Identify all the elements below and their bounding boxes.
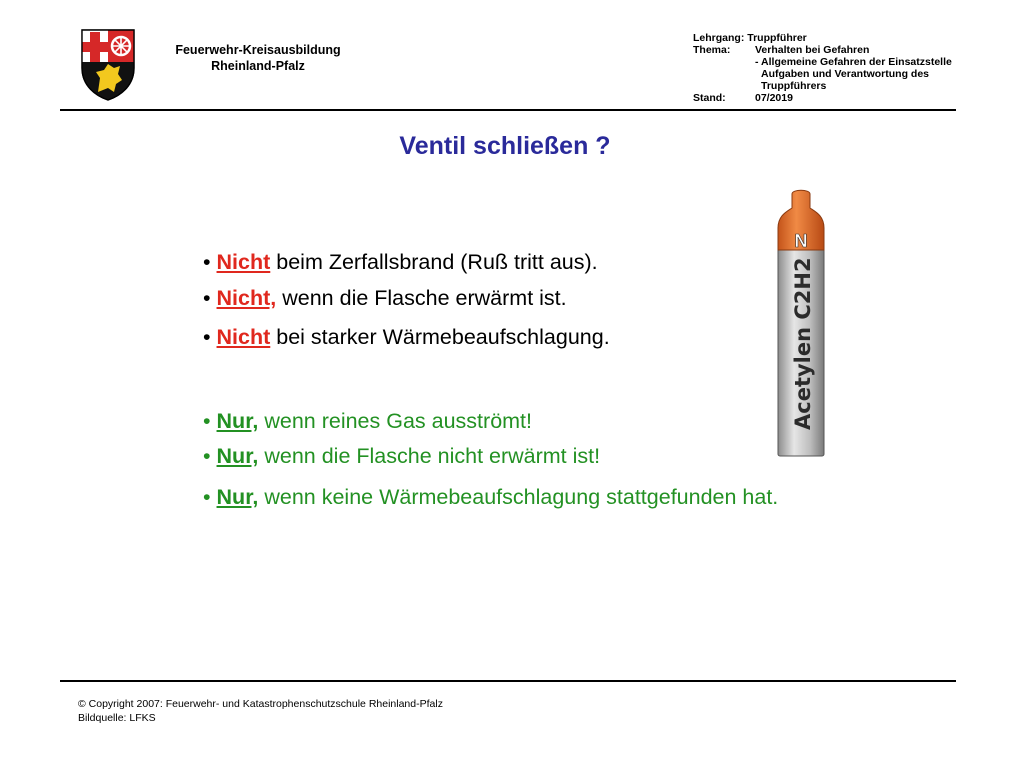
topic-line-2: - Allgemeine Gefahren der Einsatzstelle [755, 56, 952, 68]
status-value: 07/2019 [755, 92, 793, 104]
cylinder-mark: N [794, 231, 808, 251]
bullet-keyword: Nicht [216, 325, 271, 349]
bullet-negative-3 [203, 325, 610, 350]
bullet-keyword: Nur, [216, 409, 259, 433]
bullet-dot: • [203, 409, 211, 433]
status-label: Stand: [693, 92, 726, 104]
header-divider [60, 109, 956, 111]
course-label: Lehrgang: [693, 32, 745, 44]
slide-title: Ventil schließen ? [399, 132, 611, 160]
bullet-dot: • [203, 250, 211, 274]
bullet-positive-1 [203, 409, 532, 434]
copyright-text: © Copyright 2007: Feuerwehr- und Katastrophenschutzschule Rheinland-Pfalz [78, 698, 443, 710]
org-line-1: Feuerwehr-Kreisausbildung [175, 43, 341, 57]
bullet-keyword: Nicht [216, 250, 271, 274]
bullet-dot: • [203, 485, 211, 509]
bullet-negative-1 [203, 250, 598, 275]
topic-line-4: Truppführers [761, 80, 827, 92]
cylinder-label: Acetylen C2H2 [791, 257, 815, 430]
image-source-text: Bildquelle: LFKS [78, 712, 156, 724]
bullet-positive-3 [203, 485, 778, 510]
bullet-negative-2 [203, 286, 567, 311]
bullet-text: wenn die Flasche erwärmt ist. [276, 286, 567, 310]
rheinland-pfalz-coat-of-arms-icon [76, 26, 140, 102]
footer [78, 697, 443, 725]
course-meta [693, 32, 952, 104]
gas-cylinder-icon [776, 186, 826, 458]
bullet-dot: • [203, 444, 211, 468]
organization-name [150, 42, 366, 74]
bullet-keyword: Nicht, [216, 286, 277, 310]
topic-label: Thema: [693, 44, 731, 56]
bullet-keyword: Nur, [216, 485, 259, 509]
footer-divider [60, 680, 956, 682]
org-line-2: Rheinland-Pfalz [211, 59, 305, 73]
topic-value: Verhalten bei Gefahren [755, 44, 870, 56]
bullet-dot: • [203, 286, 211, 310]
course-value: Truppführer [747, 32, 807, 44]
topic-line-3: Aufgaben und Verantwortung des [761, 68, 930, 80]
bullet-positive-2 [203, 444, 600, 469]
bullet-text: wenn reines Gas ausströmt! [258, 409, 533, 433]
bullet-text: beim Zerfallsbrand (Ruß tritt aus). [270, 250, 598, 274]
bullet-dot: • [203, 325, 211, 349]
bullet-text: wenn die Flasche nicht erwärmt ist! [258, 444, 601, 468]
bullet-text: wenn keine Wärmebeaufschlagung stattgefunden hat. [258, 485, 779, 509]
bullet-keyword: Nur, [216, 444, 259, 468]
bullet-text: bei starker Wärmebeaufschlagung. [270, 325, 610, 349]
